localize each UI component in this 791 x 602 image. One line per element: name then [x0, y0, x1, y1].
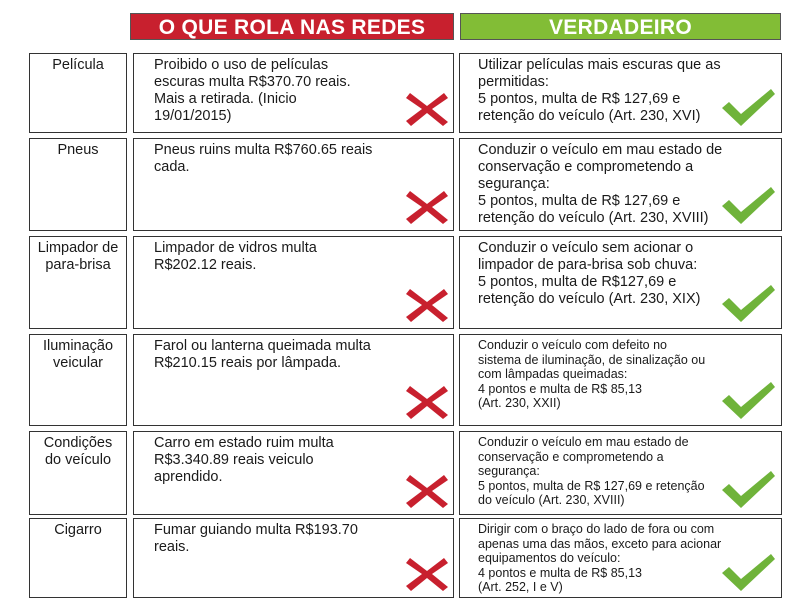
green-check-icon	[719, 184, 777, 226]
rumor-cell	[133, 53, 454, 133]
red-x-icon	[404, 471, 450, 511]
rumor-text: Pneus ruins multa R$760.65 reais cada.	[154, 142, 373, 175]
truth-text: Conduzir o veículo sem acionar o limpador de para-brisa sob chuva: 5 pontos, multa de R$127,69 e retenção do veículo (Art. 230, XIX)	[478, 240, 701, 307]
table-row-cigarro	[29, 518, 783, 598]
red-x-icon	[404, 285, 450, 325]
topic-cell	[29, 518, 127, 598]
rumor-cell	[133, 518, 454, 598]
table-row-pelicula	[29, 53, 783, 133]
truth-text: Conduzir o veículo em mau estado de conservação e comprometendo a segurança: 5 pontos, multa de R$ 127,69 e retenção do veículo (Art. 230, XVIII)	[478, 435, 705, 507]
truth-text: Conduzir o veículo com defeito no sistema de iluminação, de sinalização ou com lâmpadas queimadas: 4 pontos e multa de R$ 85,13 (Art. 230, XXII)	[478, 338, 706, 410]
rumor-cell	[133, 138, 454, 231]
truth-text: Conduzir o veículo em mau estado de conservação e comprometendo a segurança: 5 pontos, multa de R$ 127,69 e retenção do veículo (Art. 230, XVIII)	[478, 142, 723, 226]
topic-label: Pneus	[57, 142, 99, 158]
table-row-pneus	[29, 138, 783, 231]
green-check-icon	[719, 379, 777, 421]
table-row-limpador	[29, 236, 783, 329]
red-x-icon	[404, 554, 450, 594]
topic-label: Película	[52, 57, 104, 73]
rumor-text: Limpador de vidros multa R$202.12 reais.	[154, 240, 317, 273]
rumor-text: Fumar guiando multa R$193.70 reais.	[154, 522, 358, 555]
red-x-icon	[404, 382, 450, 422]
truth-text: Utilizar películas mais escuras que as permitidas: 5 pontos, multa de R$ 127,69 e retenção do veículo (Art. 230, XVI)	[478, 57, 721, 124]
rumor-cell	[133, 334, 454, 426]
green-check-icon	[719, 468, 777, 510]
topic-label: Iluminação veicular	[42, 338, 114, 371]
green-check-icon	[719, 86, 777, 128]
topic-label: Cigarro	[54, 522, 102, 538]
truth-cell	[459, 518, 782, 598]
rumor-cell	[133, 236, 454, 329]
rumor-text: Farol ou lanterna queimada multa R$210.15 reais por lâmpada.	[154, 338, 371, 371]
rumor-text: Carro em estado ruim multa R$3.340.89 reais veiculo aprendido.	[154, 435, 334, 485]
truth-cell	[459, 334, 782, 426]
truth-cell	[459, 53, 782, 133]
rumor-column-header: O QUE ROLA NAS REDES	[130, 13, 454, 40]
table-row-condicoes	[29, 431, 783, 515]
rumor-cell	[133, 431, 454, 515]
red-x-icon	[404, 187, 450, 227]
topic-cell	[29, 138, 127, 231]
red-x-icon	[404, 89, 450, 129]
topic-cell	[29, 431, 127, 515]
topic-cell	[29, 236, 127, 329]
green-check-icon	[719, 551, 777, 593]
truth-column-header: VERDADEIRO	[460, 13, 781, 40]
truth-cell	[459, 236, 782, 329]
topic-label: Limpador de para-brisa	[37, 240, 119, 273]
rumor-text: Proibido o uso de películas escuras multa R$370.70 reais. Mais a retirada. (Inicio 19/01/2015)	[154, 57, 351, 124]
truth-text: Dirigir com o braço do lado de fora ou com apenas uma das mãos, exceto para acionar equipamentos do veículo: 4 pontos e multa de R$ 85,13 (Art. 252, I e V)	[478, 522, 722, 594]
topic-label: Condições do veículo	[43, 435, 113, 468]
topic-cell	[29, 53, 127, 133]
truth-cell	[459, 138, 782, 231]
table-row-iluminacao	[29, 334, 783, 426]
truth-cell	[459, 431, 782, 515]
topic-cell	[29, 334, 127, 426]
green-check-icon	[719, 282, 777, 324]
